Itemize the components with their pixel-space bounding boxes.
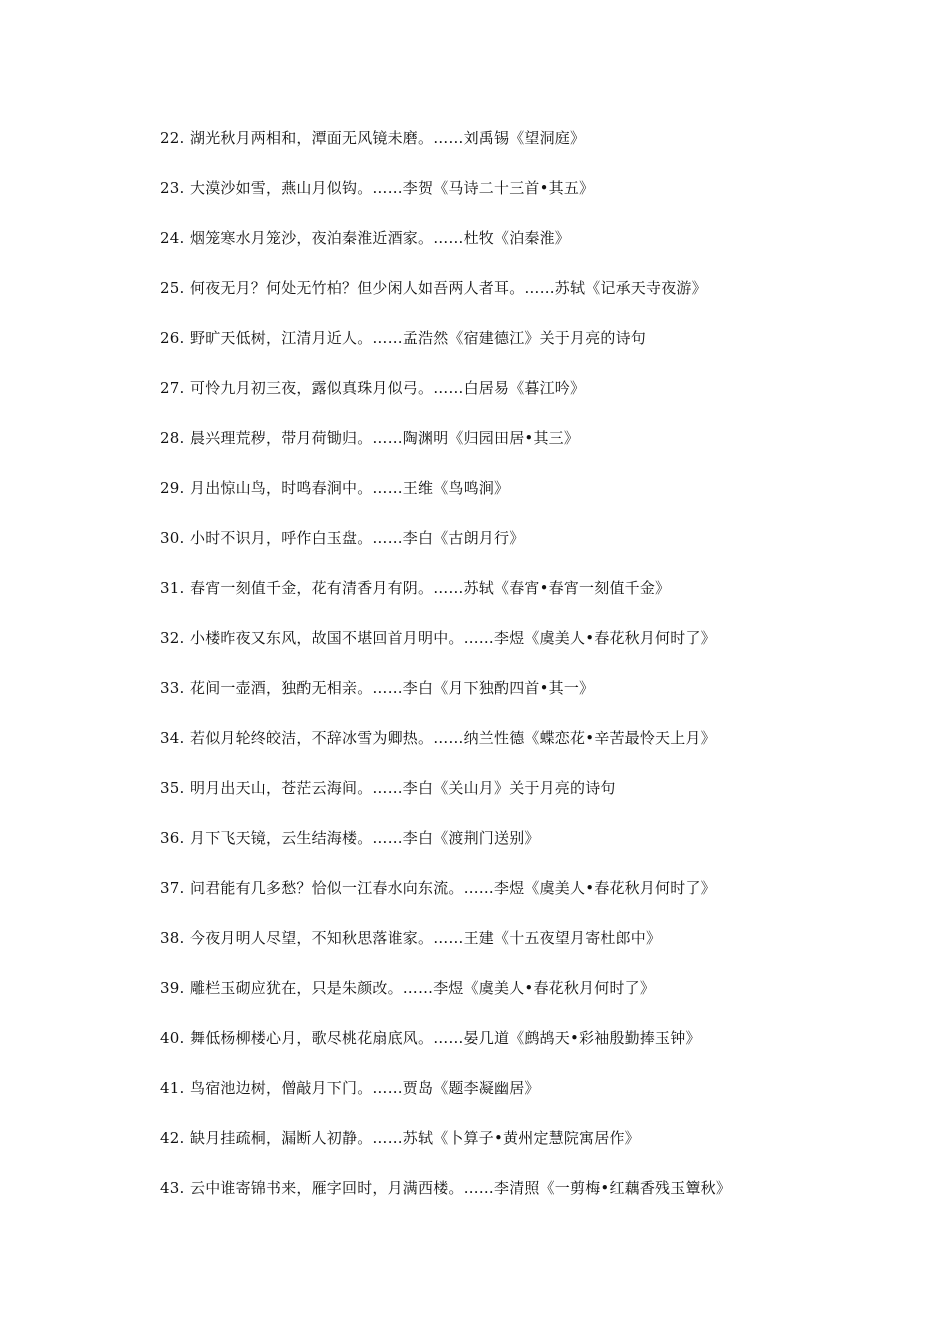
line-number: 29. — [160, 479, 185, 497]
poem-line — [160, 626, 920, 676]
poem-line — [160, 426, 920, 476]
line-text: 缺月挂疏桐，漏断人初静。……苏轼《卜算子•黄州定慧院寓居作》 — [190, 1129, 640, 1147]
line-text: 小时不识月，呼作白玉盘。……李白《古朗月行》 — [190, 529, 525, 547]
poem-line — [160, 1126, 920, 1176]
line-number: 40. — [160, 1029, 185, 1047]
line-number: 38. — [160, 929, 185, 947]
line-number: 43. — [160, 1179, 185, 1197]
line-text: 雕栏玉砌应犹在，只是朱颜改。……李煜《虞美人•春花秋月何时了》 — [190, 979, 656, 997]
line-text: 大漠沙如雪，燕山月似钩。……李贺《马诗二十三首•其五》 — [190, 179, 595, 197]
line-text: 问君能有几多愁？恰似一江春水向东流。……李煜《虞美人•春花秋月何时了》 — [190, 879, 716, 897]
line-text: 明月出天山，苍茫云海间。……李白《关山月》关于月亮的诗句 — [190, 779, 616, 797]
line-number: 27. — [160, 379, 185, 397]
line-text: 云中谁寄锦书来，雁字回时，月满西楼。……李清照《一剪梅•红藕香残玉簟秋》 — [190, 1179, 732, 1197]
poem-line — [160, 776, 920, 826]
line-text: 何夜无月？何处无竹柏？但少闲人如吾两人者耳。……苏轼《记承天寺夜游》 — [190, 279, 707, 297]
line-number: 39. — [160, 979, 185, 997]
poem-line — [160, 176, 920, 226]
line-text: 野旷天低树，江清月近人。……孟浩然《宿建德江》关于月亮的诗句 — [190, 329, 647, 347]
line-number: 30. — [160, 529, 185, 547]
poem-line — [160, 576, 920, 626]
poem-line-list — [160, 126, 920, 1226]
line-text: 可怜九月初三夜，露似真珠月似弓。……白居易《暮江吟》 — [190, 379, 586, 397]
line-number: 23. — [160, 179, 185, 197]
poem-line — [160, 726, 920, 776]
poem-line — [160, 676, 920, 726]
line-text: 鸟宿池边树，僧敲月下门。……贾岛《题李凝幽居》 — [190, 1079, 540, 1097]
line-number: 25. — [160, 279, 185, 297]
line-text: 烟笼寒水月笼沙，夜泊秦淮近酒家。……杜牧《泊秦淮》 — [190, 229, 571, 247]
line-text: 月出惊山鸟，时鸣春涧中。……王维《鸟鸣涧》 — [190, 479, 510, 497]
line-text: 舞低杨柳楼心月，歌尽桃花扇底风。……晏几道《鹧鸪天•彩袖殷勤捧玉钟》 — [190, 1029, 701, 1047]
line-number: 24. — [160, 229, 185, 247]
line-text: 月下飞天镜，云生结海楼。……李白《渡荆门送别》 — [190, 829, 540, 847]
line-number: 34. — [160, 729, 185, 747]
poem-line — [160, 126, 920, 176]
poem-line — [160, 1176, 920, 1226]
line-number: 22. — [160, 129, 185, 147]
poem-line — [160, 326, 920, 376]
line-number: 28. — [160, 429, 185, 447]
poem-line — [160, 226, 920, 276]
line-number: 31. — [160, 579, 185, 597]
line-text: 湖光秋月两相和，潭面无风镜未磨。……刘禹锡《望洞庭》 — [190, 129, 586, 147]
line-number: 35. — [160, 779, 185, 797]
line-text: 小楼昨夜又东风，故国不堪回首月明中。……李煜《虞美人•春花秋月何时了》 — [190, 629, 716, 647]
line-number: 33. — [160, 679, 185, 697]
line-text: 今夜月明人尽望，不知秋思落谁家。……王建《十五夜望月寄杜郎中》 — [190, 929, 662, 947]
line-number: 42. — [160, 1129, 185, 1147]
poem-line — [160, 476, 920, 526]
poem-line — [160, 1076, 920, 1126]
poem-line — [160, 926, 920, 976]
line-text: 若似月轮终皎洁，不辞冰雪为卿热。……纳兰性德《蝶恋花•辛苦最怜天上月》 — [190, 729, 716, 747]
line-number: 32. — [160, 629, 185, 647]
poem-line — [160, 276, 920, 326]
poem-line — [160, 376, 920, 426]
poem-line — [160, 1026, 920, 1076]
line-text: 春宵一刻值千金，花有清香月有阴。……苏轼《春宵•春宵一刻值千金》 — [190, 579, 671, 597]
line-number: 26. — [160, 329, 185, 347]
line-number: 37. — [160, 879, 185, 897]
poem-line — [160, 826, 920, 876]
line-number: 41. — [160, 1079, 185, 1097]
line-text: 花间一壶酒，独酌无相亲。……李白《月下独酌四首•其一》 — [190, 679, 595, 697]
poem-line — [160, 976, 920, 1026]
poem-line — [160, 526, 920, 576]
line-number: 36. — [160, 829, 185, 847]
poem-line — [160, 876, 920, 926]
line-text: 晨兴理荒秽，带月荷锄归。……陶渊明《归园田居•其三》 — [190, 429, 580, 447]
